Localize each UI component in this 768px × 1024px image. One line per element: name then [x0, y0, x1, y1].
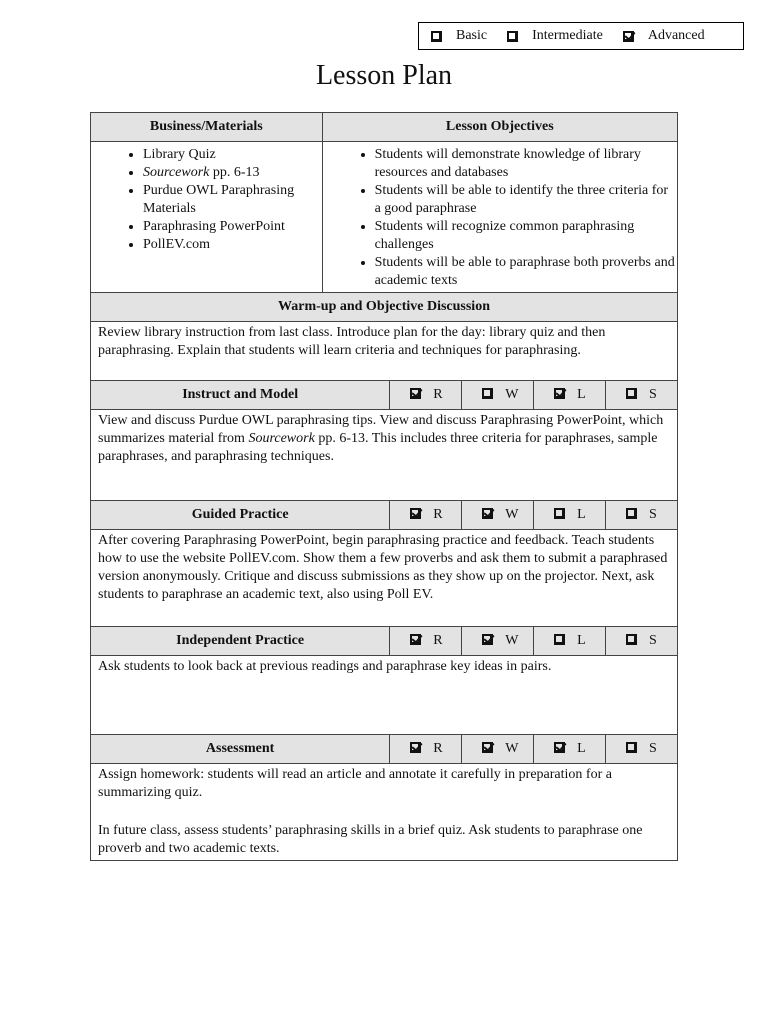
checkbox-icon[interactable]: [623, 31, 634, 42]
materials-cell: [91, 142, 323, 293]
checkbox-icon[interactable]: [482, 508, 493, 519]
skill-w-cell[interactable]: [462, 381, 534, 410]
skill-s-cell[interactable]: [606, 627, 678, 656]
page-title: Lesson Plan: [315, 60, 453, 91]
skill-label: L: [577, 507, 586, 522]
material-item-text: PollEV.com: [143, 237, 211, 252]
section-text-part: pp. 6-13. This includes three criteria for paraphrases, sample paraphrases, and paraphrasing techniques.: [98, 431, 658, 464]
skill-label: L: [577, 741, 586, 756]
checkbox-icon[interactable]: [410, 742, 421, 753]
skill-r-cell[interactable]: [390, 381, 462, 410]
skill-label: W: [505, 741, 519, 756]
skill-label: R: [433, 741, 443, 756]
level-intermediate-label: Intermediate: [532, 28, 603, 43]
material-item: [143, 218, 322, 236]
warmup-text: Review library instruction from last class. Introduce plan for the day: library quiz and then paraphrasing. Explain that students will learn criteria and techniques for paraphrasing.: [98, 325, 606, 358]
checkbox-icon[interactable]: [554, 508, 565, 519]
checkbox-icon[interactable]: [626, 742, 637, 753]
skill-label: L: [577, 387, 586, 402]
skill-r-cell[interactable]: [390, 735, 462, 764]
objectives-list: [323, 146, 677, 290]
objective-item: • Students will demonstrate knowledge of library resources and databases: [375, 146, 677, 182]
section-text-title: Sourcework: [248, 431, 315, 446]
checkbox-icon[interactable]: [482, 634, 493, 645]
section-text: [91, 410, 677, 468]
skill-label: W: [505, 387, 519, 402]
material-item-text: Purdue OWL Paraphrasing Materials: [143, 183, 295, 216]
material-item: [143, 236, 322, 254]
material-item: [143, 146, 322, 164]
skill-label: R: [433, 633, 443, 648]
level-advanced[interactable]: [623, 28, 705, 44]
checkbox-icon[interactable]: [410, 388, 421, 399]
section-header: Instruct and Model: [91, 381, 390, 410]
skill-label: R: [433, 387, 443, 402]
checkbox-icon[interactable]: [554, 634, 565, 645]
skill-label: R: [433, 507, 443, 522]
level-basic[interactable]: [431, 28, 487, 44]
objectives-header: Lesson Objectives: [322, 113, 677, 142]
lesson-plan-table: [90, 112, 678, 861]
section-body: [91, 410, 678, 501]
material-item-title: Sourcework: [143, 165, 210, 180]
section-text-part: Assign homework: students will read an article and annotate it carefully in preparation for a summarizing quiz.: [98, 767, 612, 800]
section-text: [91, 530, 677, 606]
warmup-cell: [91, 322, 678, 381]
skill-label: S: [649, 741, 657, 756]
skill-s-cell[interactable]: [606, 381, 678, 410]
skill-w-cell[interactable]: [462, 501, 534, 530]
skill-label: S: [649, 507, 657, 522]
material-item: [143, 164, 322, 182]
checkbox-icon[interactable]: [482, 388, 493, 399]
section-body: [91, 530, 678, 627]
objectives-cell: [322, 142, 677, 293]
checkbox-icon[interactable]: [431, 31, 442, 42]
section-header: Independent Practice: [91, 627, 390, 656]
section-body: [91, 656, 678, 735]
skill-l-cell[interactable]: [534, 381, 606, 410]
materials-list: [91, 146, 322, 254]
material-item-text: Library Quiz: [143, 147, 216, 162]
section-text-part: After covering Paraphrasing PowerPoint, begin paraphrasing practice and feedback. Teach students how to use the website PollEV.com. Show them a few proverbs and ask them to submit a paraphrased version anonymously. Critique and discuss submissions as they show up on the projector. Next, ask students to paraphrase an academic text, also using Poll EV.: [98, 533, 668, 602]
skill-s-cell[interactable]: [606, 735, 678, 764]
skill-label: W: [505, 507, 519, 522]
skill-l-cell[interactable]: [534, 735, 606, 764]
skill-label: S: [649, 387, 657, 402]
warmup-header: Warm-up and Objective Discussion: [91, 293, 678, 322]
section-text: In future class, assess students’ paraphrasing skills in a brief quiz. Ask students to paraphrase one proverb and two academic texts.: [98, 823, 643, 856]
skill-l-cell[interactable]: [534, 501, 606, 530]
level-intermediate[interactable]: [507, 28, 603, 44]
objective-item: • Students will recognize common paraphrasing challenges: [375, 218, 677, 254]
checkbox-icon[interactable]: [507, 31, 518, 42]
objective-item: • Students will be able to paraphrase both proverbs and academic texts: [375, 254, 677, 290]
section-text: [91, 656, 677, 678]
section-header: Assessment: [91, 735, 390, 764]
skill-r-cell[interactable]: [390, 627, 462, 656]
material-item-text: pp. 6-13: [209, 165, 260, 180]
material-item-text: Paraphrasing PowerPoint: [143, 219, 285, 234]
section-text-part: Ask students to look back at previous readings and paraphrase key ideas in pairs.: [98, 659, 552, 674]
checkbox-icon[interactable]: [626, 508, 637, 519]
objective-item: • Students will be able to identify the three criteria for a good paraphrase: [375, 182, 677, 218]
level-basic-label: Basic: [456, 28, 488, 43]
checkbox-icon[interactable]: [482, 742, 493, 753]
skill-w-cell[interactable]: [462, 735, 534, 764]
section-header: Guided Practice: [91, 501, 390, 530]
checkbox-icon[interactable]: [554, 742, 565, 753]
skill-label: L: [577, 633, 586, 648]
materials-header: Business/Materials: [91, 113, 323, 142]
checkbox-icon[interactable]: [410, 634, 421, 645]
skill-l-cell[interactable]: [534, 627, 606, 656]
checkbox-icon[interactable]: [626, 634, 637, 645]
proficiency-level-box: [418, 22, 744, 50]
section-body: [91, 764, 678, 861]
skill-s-cell[interactable]: [606, 501, 678, 530]
skill-w-cell[interactable]: [462, 627, 534, 656]
section-text: [91, 764, 677, 804]
skill-label: S: [649, 633, 657, 648]
skill-r-cell[interactable]: [390, 501, 462, 530]
checkbox-icon[interactable]: [410, 508, 421, 519]
skill-label: W: [505, 633, 519, 648]
level-advanced-label: Advanced: [647, 28, 705, 43]
material-item: [143, 182, 322, 218]
checkbox-icon[interactable]: [626, 388, 637, 399]
checkbox-icon[interactable]: [554, 388, 565, 399]
section-text-part: View and discuss Purdue OWL paraphrasing tips. View and discuss Paraphrasing PowerPoint, which summarizes material from: [98, 413, 664, 446]
